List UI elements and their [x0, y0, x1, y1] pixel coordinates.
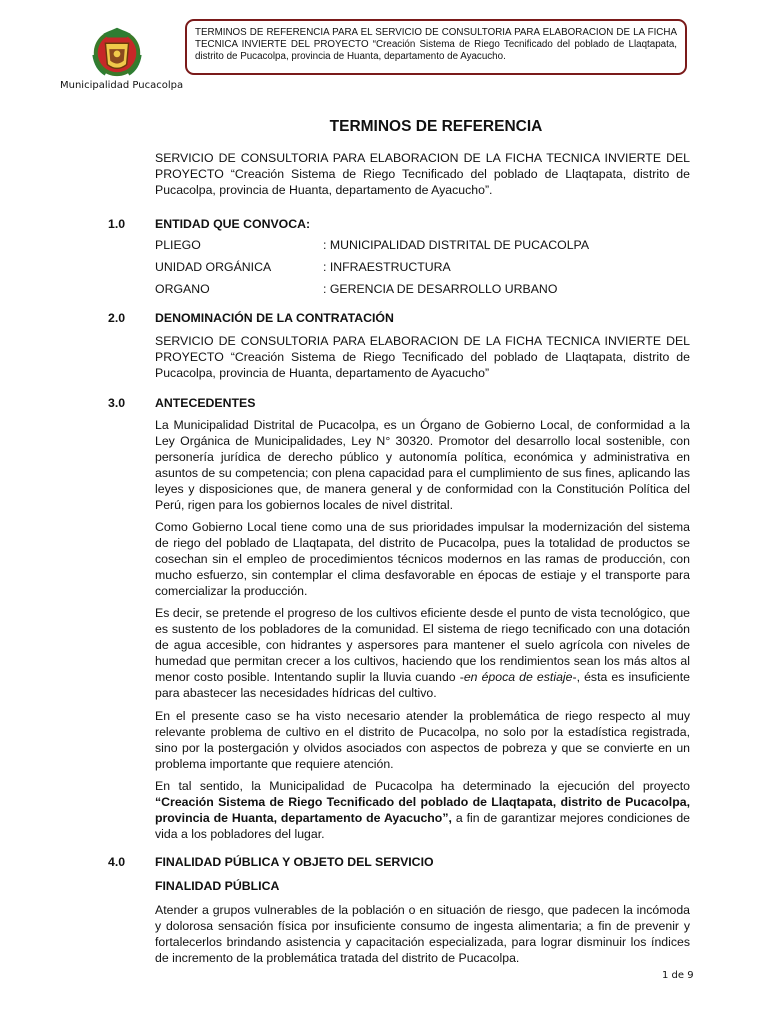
unidad-organica-label: UNIDAD ORGÁNICA [155, 260, 272, 274]
page-title: TERMINOS DE REFERENCIA [329, 118, 543, 135]
section-1-number: 1.0 [108, 217, 126, 231]
municipality-name: Municipalidad Pucacolpa [60, 80, 184, 91]
section-1-title: ENTIDAD QUE CONVOCA: [155, 217, 311, 231]
document-header-box: TERMINOS DE REFERENCIA PARA EL SERVICIO DE CONSULTORIA PARA ELABORACION DE LA FICHA TECNICA INVIERTE DEL PROYECTO “Creación Sistema de Riego Tecnificado del poblado de Llaqtapata, distrito de Pucacolpa, provincia de Huanta, departamento de Ayacucho. [185, 19, 687, 75]
antecedentes-paragraph-3: Es decir, se pretende el progreso de los cultivos eficiente desde el punto de vista tecnológico, que es sustento de los pobladores de la comunidad. El sistema de riego tecnificado con una dotación de agua accesible, con hidrantes y aspersores para mantener el suelo agrícola con niveles de humedad que permitan crecer a los cultivos, haciendo que los rendimientos sean los más altos al menor costo posible. Intentando suplir la lluvia cuando -en época de estiaje-, ésta es insuficiente para abastecer las necesidades hídricas del cultivo. [155, 606, 690, 700]
pliego-value: : MUNICIPALIDAD DISTRITAL DE PUCACOLPA [323, 238, 590, 252]
antecedentes-paragraph-1: La Municipalidad Distrital de Pucacolpa, es un Órgano de Gobierno Local, de conformidad a la Ley Orgánica de Municipalidades, Ley N° 30320. Promotor del desarrollo local sostenible, con personería jurídica de derecho público y autonomía política, económica y administrativa en asuntos de su competencia; con plena capacidad para el cumplimiento de sus fines, aplicando las leyes y disposiciones que, de manera general y de conformidad con la Constitución Política del Perú, rigen para los gobiernos locales de nivel distrital. [155, 418, 690, 512]
antecedentes-paragraph-4: En el presente caso se ha visto necesario atender la problemática de riego respecto al muy relevante problema de cultivo en el distrito de Pucacolpa, no solo por la estadística registrada, sino por la postergación y olvidos asociados con aspectos de pobreza y que se convierte en un problema importante que requiere atención. [155, 709, 690, 771]
section-4-number: 4.0 [108, 855, 126, 869]
section-3-title: ANTECEDENTES [155, 396, 256, 410]
section-2-title: DENOMINACIÓN DE LA CONTRATACIÓN [155, 311, 394, 325]
pliego-label: PLIEGO [155, 238, 201, 252]
project-name-bold: “Creación Sistema de Riego Tecnificado del poblado de Llaqtapata, distrito de Pucacolpa, provincia de Huanta, departamento de Ayacucho”, [155, 794, 690, 825]
antecedentes-paragraph-5: En tal sentido, la Municipalidad de Pucacolpa ha determinado la ejecución del proyecto “Creación Sistema de Riego Tecnificado del poblado de Llaqtapata, distrito de Pucacolpa, provincia de Huanta, departamento de Ayacucho”, a fin de garantizar mejores condiciones de vida a los pobladores del lugar. [155, 779, 690, 841]
section-2-number: 2.0 [108, 311, 126, 325]
section-2-body: SERVICIO DE CONSULTORIA PARA ELABORACION DE LA FICHA TECNICA INVIERTE DEL PROYECTO “Creación Sistema de Riego Tecnificado del poblado de Llaqtapata, distrito de Pucacolpa, provincia de Huanta, departamento de Ayacucho” [155, 334, 690, 380]
finalidad-publica-subtitle: FINALIDAD PÚBLICA [155, 879, 280, 893]
intro-paragraph: SERVICIO DE CONSULTORIA PARA ELABORACION DE LA FICHA TECNICA INVIERTE DEL PROYECTO “Creación Sistema de Riego Tecnificado del poblado de Llaqtapata, distrito de Pucacolpa, provincia de Huanta, departamento de Ayacucho”. [155, 151, 690, 197]
section-3-number: 3.0 [108, 396, 126, 410]
finalidad-publica-paragraph: Atender a grupos vulnerables de la población o en situación de riesgo, que padecen la incómoda y dolorosa sensación física por insuficiente consumo de ingesta alimentaria; a fin de prevenir y fortalecerlos brindando asistencia y capacitación especializada, para lograr disminuir los índices de incremento de la problemática tratada del distrito de Pucacolpa. [155, 903, 690, 965]
organo-label: ORGANO [155, 282, 210, 296]
unidad-organica-value: : INFRAESTRUCTURA [323, 260, 451, 274]
section-4-title: FINALIDAD PÚBLICA Y OBJETO DEL SERVICIO [155, 855, 434, 869]
antecedentes-paragraph-2: Como Gobierno Local tiene como una de sus prioridades impulsar la modernización del sistema de riego del poblado de Llaqtapata, del distrito de Pucacolpa, pues la totalidad de productos se cosechan sin el empleo de procedimientos técnicos modernos en las ramas de producción, con mucho esfuerzo, sin contemplar el clima desfavorable en épocas de estiaje y el transporte para comercializar la producción. [155, 520, 690, 598]
page-number: 1 de 9 [662, 970, 694, 981]
organo-value: : GERENCIA DE DESARROLLO URBANO [323, 282, 558, 296]
emphasis-estiaje: en época de estiaje [463, 669, 573, 684]
municipality-logo [88, 22, 146, 80]
